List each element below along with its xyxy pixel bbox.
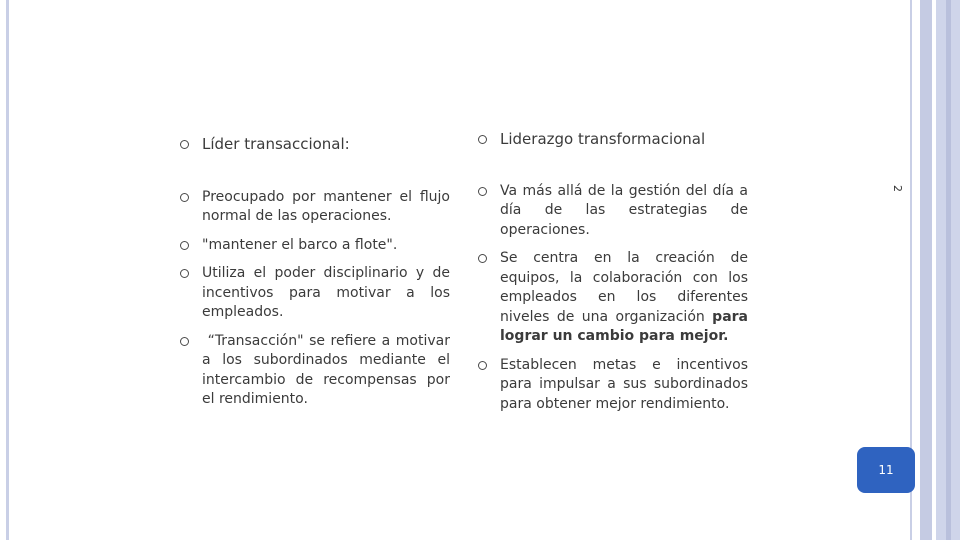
right-item-emphasis: para lograr un cambio para mejor. [500, 308, 748, 344]
right-item-text: Va más allá de la gestión del día a día de las estrategias de operaciones. [500, 182, 748, 238]
right-heading-text: Liderazgo transformacional [500, 130, 706, 148]
right-item-text: Establecen metas e incentivos para impulsar a sus subordinados para obtener mejor rendimiento. [500, 356, 748, 412]
right-item [478, 249, 748, 347]
left-item [180, 188, 450, 227]
bullet-icon [478, 254, 487, 263]
left-item-text: "mantener el barco a flote". [202, 236, 398, 253]
left-item-text: “Transacción" se refiere a motivar a los subordinados mediante el intercambio de recompensas por el rendimiento. [202, 332, 455, 407]
left-decorative-bar [6, 0, 9, 540]
left-item [180, 332, 455, 410]
left-item-text: Preocupado por mantener el flujo normal de las operaciones. [202, 188, 450, 224]
right-decorative-bar [920, 0, 932, 540]
page-number: 11 [878, 463, 894, 477]
right-column [478, 130, 748, 414]
bullet-icon [180, 337, 189, 346]
bullet-icon [478, 135, 487, 144]
left-column [180, 135, 455, 410]
right-item [478, 182, 748, 241]
bullet-icon [478, 361, 487, 370]
left-item [180, 236, 450, 256]
left-item [180, 264, 450, 323]
bullet-icon [180, 241, 189, 250]
right-item-text: Se centra en la creación de equipos, la colaboración con los empleados en los diferentes niveles de una organización [500, 250, 748, 325]
side-slide-number: 2 [891, 185, 904, 192]
bullet-icon [180, 269, 189, 278]
left-heading-text: Líder transaccional: [202, 135, 350, 153]
right-decorative-stripe [946, 0, 951, 540]
right-heading [478, 130, 748, 150]
page-number-badge [857, 447, 915, 493]
bullet-icon [180, 193, 189, 202]
bullet-icon [478, 187, 487, 196]
bullet-icon [180, 140, 189, 149]
left-heading [180, 135, 450, 155]
left-item-text: Utiliza el poder disciplinario y de incentivos para motivar a los empleados. [202, 265, 450, 320]
right-item [478, 356, 748, 415]
